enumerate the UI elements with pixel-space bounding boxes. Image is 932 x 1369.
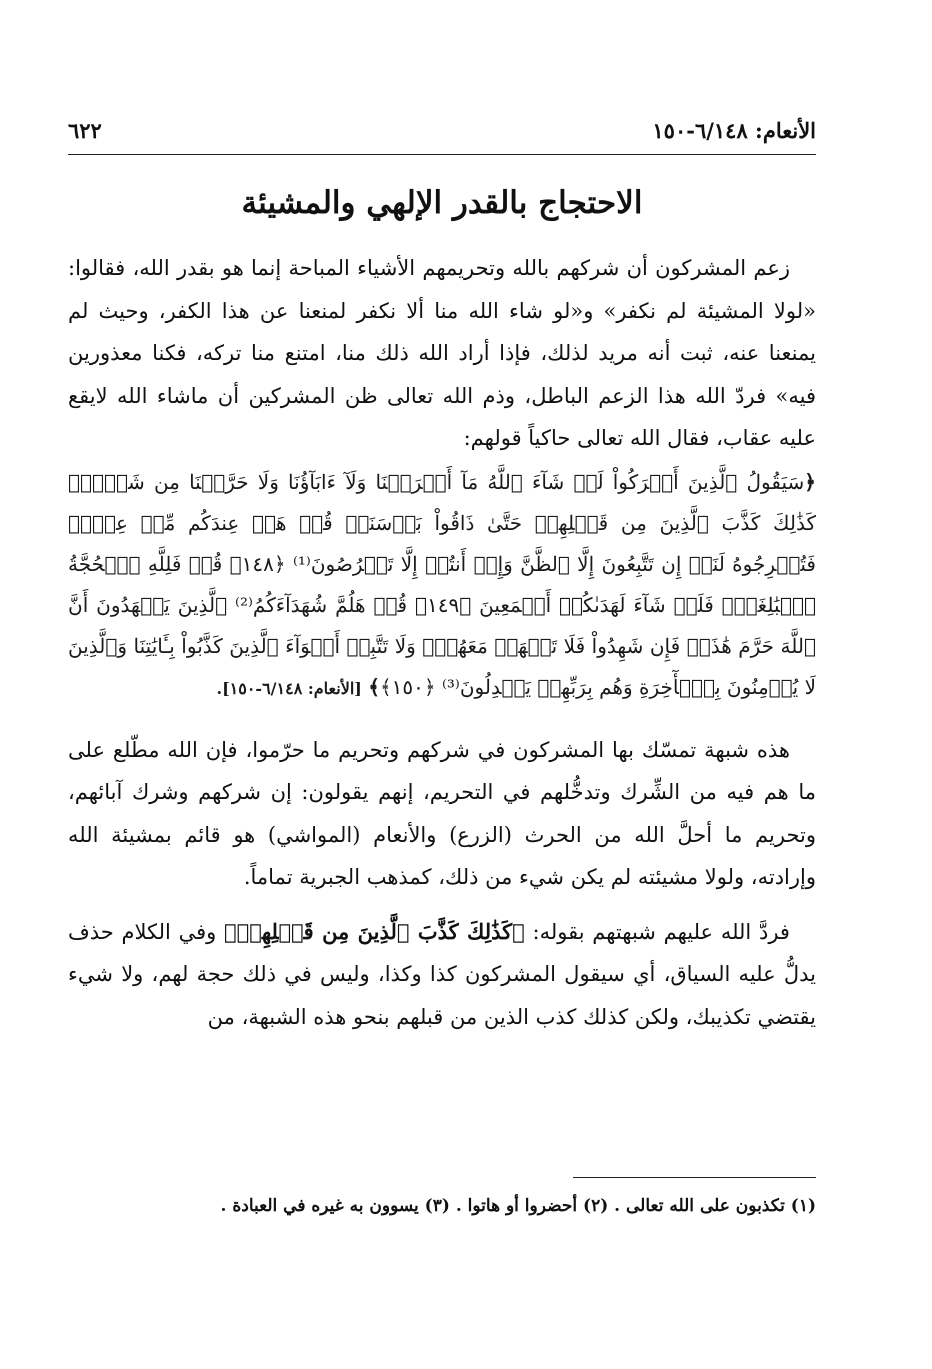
quran-passage bbox=[68, 462, 816, 709]
section-title: الاحتجاج بالقدر الإلهي والمشيئة bbox=[241, 185, 643, 221]
paragraph-explanation: هذه شبهة تمسّك بها المشركون في شركهم وتحريم ما حرّموا، فإن الله مطّلع على ما هم فيه من الشِّرك وتدخُّلهم في التحريم، إنهم يقولون: إن شركهم وشرك آبائهم، وتحريم ما أحلَّ الله من الحرث (الزرع) والأنعام (المواشي) هو قائم بمشيئة الله وإرادته، ولولا مشيئته لم يكن شيء من ذلك، كمذهب الجبرية تماماً. bbox=[68, 737, 816, 889]
quran-verses: سَيَقُولُ ٱلَّذِينَ أَشۡرَكُواْ لَوۡ شَآءَ ٱللَّهُ مَآ أَشۡرَكۡنَا وَلَآ ءَابَآؤُنَا وَلَا حَرَّمۡنَا مِن شَيۡءٖۚ كَذَٰلِكَ كَذَّبَ ٱلَّذِينَ مِن قَبۡلِهِمۡ حَتَّىٰ ذَاقُواْ بَأۡسَنَاۗ قُلۡ هَلۡ عِندَكُم مِّنۡ عِلۡمٖ فَتُخۡرِجُوهُ لَنَآۖ إِن تَتَّبِعُونَ إِلَّا ٱلظَّنَّ وَإِنۡ أَنتُمۡ إِلَّا تَخۡرُصُونَ⁽¹⁾ ﴿١٤٨﴾ قُلۡ فَلِلَّهِ ٱلۡحُجَّةُ ٱلۡبَٰلِغَةُۖ فَلَوۡ شَآءَ لَهَدَىٰكُمۡ أَجۡمَعِينَ ﴿١٤٩﴾ قُلۡ هَلُمَّ شُهَدَآءَكُمُ⁽²⁾ ٱلَّذِينَ يَشۡهَدُونَ أَنَّ ٱللَّهَ حَرَّمَ هَٰذَاۖ فَإِن شَهِدُواْ فَلَا تَشۡهَدۡ مَعَهُمۡۚ وَلَا تَتَّبِعۡ أَهۡوَآءَ ٱلَّذِينَ كَذَّبُواْ بِـَٔايَٰتِنَا وَٱلَّذِينَ لَا يُؤۡمِنُونَ بِٱلۡأٓخِرَةِ وَهُم بِرَبِّهِمۡ يَعۡدِلُونَ⁽³⁾ ﴿١٥٠﴾ bbox=[68, 469, 816, 699]
footnotes: (١) تكذبون على الله تعالى . (٢) أحضروا أو هاتوا . (٣) يسوون به غيره في العبادة . bbox=[220, 1196, 816, 1216]
document-page bbox=[68, 110, 816, 1310]
quran-open-bracket: ﴿ bbox=[804, 469, 816, 494]
page-number: ٦٢٢ bbox=[68, 118, 102, 143]
paragraph-intro: زعم المشركون أن شركهم بالله وتحريمهم الأشياء المباحة إنما هو بقدر الله، فقالوا: «لولا المشيئة لم نكفر» و«لو شاء الله منا ألا نكفر لمنعنا عن هذا الكفر، وحيث لم يمنعنا عنه، ثبت أنه مريد لذلك، فإذا أراد الله ذلك منا، امتنع منا تركه، فكنا معذورين فيه» فردّ الله هذا الزعم الباطل، وذم الله تعالى ظن المشركين أن ماشاء الله لايقع عليه عقاب، فقال الله تعالى حاكياً قولهم: bbox=[68, 256, 816, 450]
spacer bbox=[68, 899, 816, 911]
surah-reference: الأنعام: ٦/١٤٨-١٥٠ bbox=[652, 118, 816, 143]
refutation-rest: وفي الكلام حذف يدلُّ عليه السياق، أي سيقول المشركون كذا وكذا، وليس في ذلك حجة لهم، ولا شيء يقتضي تكذيبك، ولكن كذلك كذب الذين من قبلهم بنحو هذه الشبهة، من bbox=[68, 919, 816, 1029]
quran-reference: [الأنعام: ٦/١٤٨-١٥٠]. bbox=[216, 678, 362, 698]
footnote-divider bbox=[573, 1177, 816, 1178]
spacer bbox=[68, 717, 816, 729]
page-header bbox=[68, 110, 816, 155]
refutation-quote: ﴿كَذَٰلِكَ كَذَّبَ ٱلَّذِينَ مِن قَبۡلِهِمۡ﴾ bbox=[224, 918, 525, 944]
quran-close-bracket: ﴾ bbox=[368, 674, 380, 699]
paragraph-refutation bbox=[68, 911, 816, 1039]
refutation-lead: فردَّ الله عليهم شبهتهم بقوله: bbox=[524, 919, 790, 944]
